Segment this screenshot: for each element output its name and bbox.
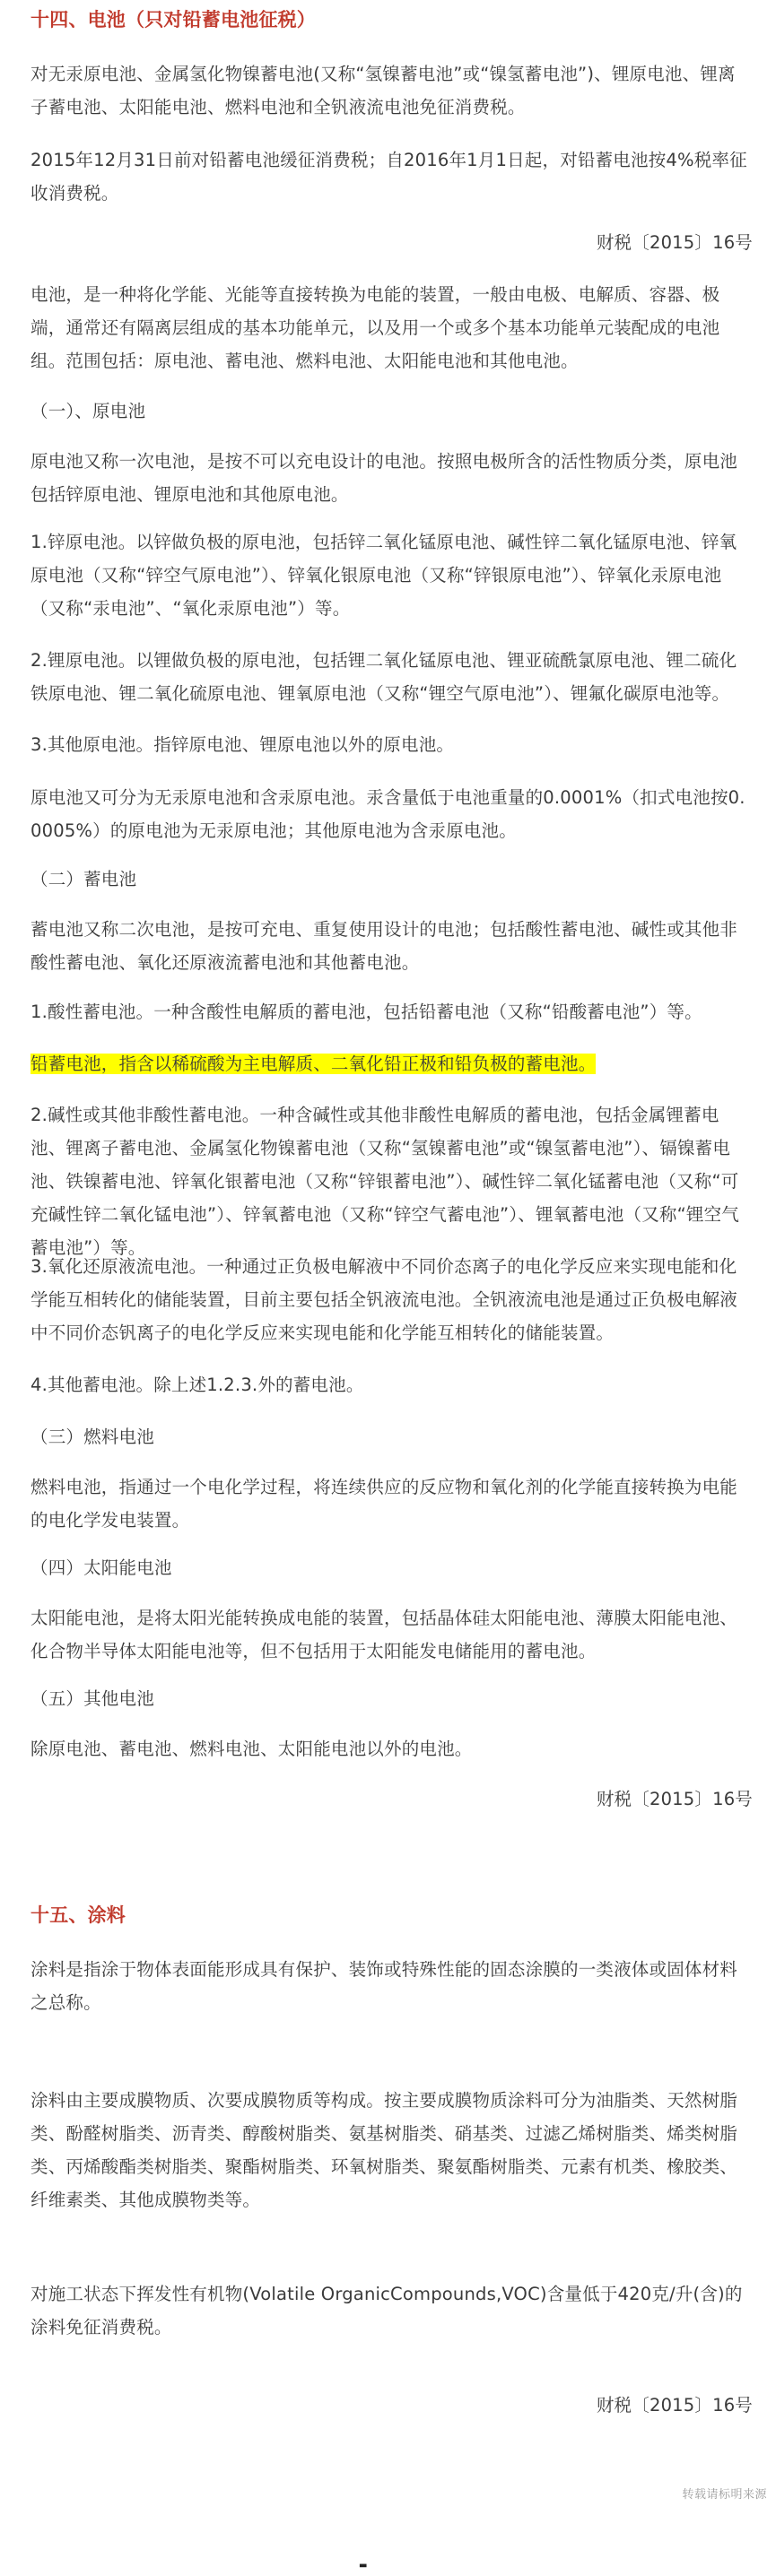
subheading: （五）其他电池 (31, 1688, 154, 1709)
paragraph: 4.其他蓄电池。除上述1.2.3.外的蓄电池。 (31, 1375, 364, 1395)
paragraph: 2.碱性或其他非酸性蓄电池。一种含碱性或其他非酸性电解质的蓄电池，包括金属锂蓄电池、锂离子蓄电池、金属氢化物镍蓄电池（又称“氢镍蓄电池”或“镍氢蓄电池”）、镉镍蓄电池、铁镍蓄电池、锌氧化银蓄电池（又称“锌银蓄电池”）、碱性锌二氧化锰蓄电池（又称“可充碱性锌二氧化锰电池”）、锌氧蓄电池（又称“锌空气蓄电池”）、锂氧蓄电池（又称“锂空气蓄电池”）等。 (31, 1105, 740, 1258)
paragraph: 太阳能电池，是将太阳光能转换成电能的装置，包括晶体硅太阳能电池、薄膜太阳能电池、化合物半导体太阳能电池等，但不包括用于太阳能发电储能用的蓄电池。 (31, 1608, 738, 1661)
watermark: 转载请标明来源 (682, 2488, 767, 2502)
section-15-title: 十五、涂料 (31, 1904, 126, 1926)
subheading: （一）、原电池 (31, 401, 146, 421)
subheading: （二）蓄电池 (31, 869, 137, 889)
paragraph: 电池，是一种将化学能、光能等直接转换为电能的装置，一般由电极、电解质、容器、极端，通常还有隔离层组成的基本功能单元，以及用一个或多个基本功能单元装配成的电池组。范围包括：原电池、蓄电池、燃料电池、太阳能电池和其他电池。 (31, 284, 720, 371)
paragraph: 对施工状态下挥发性有机物(Volatile OrganicCompounds,VOC)含量低于420克/升(含)的涂料免征消费税。 (31, 2284, 743, 2337)
subheading: （三）燃料电池 (31, 1427, 154, 1447)
document-reference: 财税〔2015〕16号 (596, 2395, 753, 2416)
paragraph: 涂料是指涂于物体表面能形成具有保护、装饰或特殊性能的固态涂膜的一类液体或固体材料之总称。 (31, 1959, 738, 2013)
paragraph: 对无汞原电池、金属氢化物镍蓄电池(又称“氢镍蓄电池”或“镍氢蓄电池”)、锂原电池、锂离子蓄电池、太阳能电池、燃料电池和全钒液流电池免征消费税。 (31, 64, 736, 117)
document-reference: 财税〔2015〕16号 (596, 1789, 753, 1809)
highlighted-paragraph (31, 1047, 753, 1080)
paragraph: 3.其他原电池。指锌原电池、锂原电池以外的原电池。 (31, 734, 455, 755)
paragraph: 1.酸性蓄电池。一种含酸性电解质的蓄电池，包括铅蓄电池（又称“铅酸蓄电池”）等。 (31, 1002, 702, 1022)
subheading: （四）太阳能电池 (31, 1557, 172, 1578)
paragraph: 2015年12月31日前对铅蓄电池缓征消费税；自2016年1月1日起，对铅蓄电池按4%税率征收消费税。 (31, 150, 747, 204)
paragraph: 原电池又可分为无汞原电池和含汞原电池。汞含量低于电池重量的0.0001%（扣式电池按0.0005%）的原电池为无汞原电池；其他原电池为含汞原电池。 (31, 787, 745, 841)
paragraph: 燃料电池，指通过一个电化学过程，将连续供应的反应物和氧化剂的化学能直接转换为电能的电化学发电装置。 (31, 1477, 738, 1531)
paragraph: 蓄电池又称二次电池，是按可充电、重复使用设计的电池；包括酸性蓄电池、碱性或其他非酸性蓄电池、氧化还原液流蓄电池和其他蓄电池。 (31, 919, 738, 973)
bottom-mark: ▬ (359, 2561, 368, 2571)
section-14-title: 十四、电池（只对铅蓄电池征税） (31, 9, 316, 30)
paragraph: 涂料由主要成膜物质、次要成膜物质等构成。按主要成膜物质涂料可分为油脂类、天然树脂类、酚醛树脂类、沥青类、醇酸树脂类、氨基树脂类、硝基类、过滤乙烯树脂类、烯类树脂类、丙烯酸酯类树脂类、聚酯树脂类、环氧树脂类、聚氨酯树脂类、元素有机类、橡胶类、纤维素类、其他成膜物类等。 (31, 2090, 738, 2210)
paragraph: 2.锂原电池。以锂做负极的原电池，包括锂二氧化锰原电池、锂亚硫酰氯原电池、锂二硫化铁原电池、锂二氧化硫原电池、锂氧原电池（又称“锂空气原电池”）、锂氟化碳原电池等。 (31, 650, 737, 704)
paragraph: 原电池又称一次电池，是按不可以充电设计的电池。按照电极所含的活性物质分类，原电池包括锌原电池、锂原电池和其他原电池。 (31, 451, 738, 505)
document-reference: 财税〔2015〕16号 (596, 232, 753, 253)
highlight-text: 铅蓄电池，指含以稀硫酸为主电解质、二氧化铅正极和铅负极的蓄电池。 (31, 1054, 597, 1074)
paragraph: 除原电池、蓄电池、燃料电池、太阳能电池以外的电池。 (31, 1739, 473, 1759)
paragraph: 1.锌原电池。以锌做负极的原电池，包括锌二氧化锰原电池、碱性锌二氧化锰原电池、锌氧原电池（又称“锌空气原电池”）、锌氧化银原电池（又称“锌银原电池”）、锌氧化汞原电池（又称“汞电池”、“氧化汞原电池”）等。 (31, 532, 737, 619)
paragraph: 3.氧化还原液流电池。一种通过正负极电解液中不同价态离子的电化学反应来实现电能和化学能互相转化的储能装置，目前主要包括全钒液流电池。全钒液流电池是通过正负极电解液中不同价态钒离子的电化学反应来实现电能和化学能互相转化的储能装置。 (31, 1256, 738, 1343)
